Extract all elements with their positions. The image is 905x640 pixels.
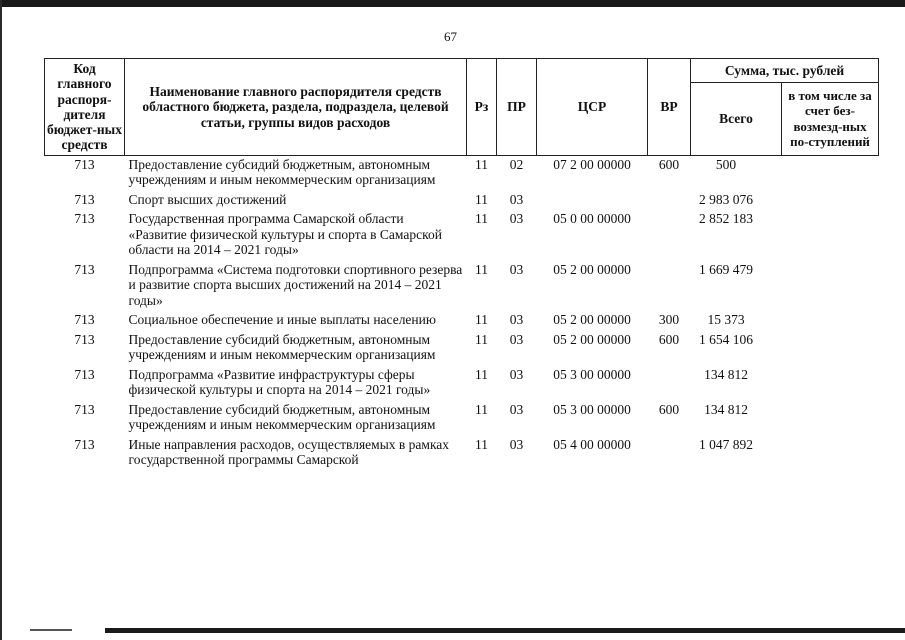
cell-total: 500 — [715, 156, 737, 172]
cell-rz: 11 — [475, 366, 488, 382]
table-row — [45, 308, 879, 328]
cell-free — [782, 207, 879, 258]
cell-name: Предоставление субсидий бюджетным, автономным учреждениям и иным некоммерческим организациям — [128, 331, 436, 363]
cell-name: Предоставление субсидий бюджетным, автономным учреждениям и иным некоммерческим организациям — [128, 156, 436, 188]
cell-vr — [648, 433, 691, 468]
cell-pr: 03 — [509, 436, 524, 452]
cell-csr: 07 2 00 00000 — [553, 156, 631, 172]
cell-pr: 02 — [509, 156, 524, 172]
cell-vr: 300 — [658, 312, 680, 328]
cell-csr: 05 3 00 00000 — [553, 401, 631, 417]
table-header — [45, 59, 879, 156]
scan-mark-bottom — [30, 629, 72, 631]
table-row — [45, 398, 879, 433]
cell-free — [782, 258, 879, 309]
cell-vr — [648, 207, 691, 258]
header-total: Всего — [691, 83, 782, 156]
table-row — [45, 363, 879, 398]
cell-pr: 03 — [509, 211, 524, 227]
cell-code: 713 — [74, 211, 95, 227]
cell-pr: 03 — [509, 366, 524, 382]
cell-rz: 11 — [475, 156, 488, 172]
header-pr: ПР — [497, 59, 537, 156]
cell-name: Социальное обеспечение и иные выплаты населению — [128, 312, 436, 328]
page-number: 67 — [444, 29, 457, 44]
cell-free — [782, 328, 879, 363]
cell-free — [782, 155, 879, 188]
header-csr: ЦСР — [537, 59, 648, 156]
cell-csr: 05 4 00 00000 — [553, 436, 631, 452]
cell-rz: 11 — [475, 312, 488, 328]
scan-border-left — [0, 0, 2, 640]
cell-total: 1 654 106 — [699, 331, 753, 347]
cell-name: Иные направления расходов, осуществляемых в рамках государственной программы Самарской — [128, 436, 450, 468]
header-sum: Сумма, тыс. рублей — [691, 59, 879, 83]
cell-vr — [648, 363, 691, 398]
scan-border-bottom — [105, 628, 905, 633]
table-row — [45, 328, 879, 363]
cell-rz: 11 — [475, 191, 488, 207]
cell-csr: 05 0 00 00000 — [553, 211, 631, 227]
scan-border-top — [0, 0, 905, 7]
header-rz: Рз — [467, 59, 497, 156]
cell-total: 2 852 183 — [699, 211, 753, 227]
cell-vr: 600 — [658, 156, 680, 172]
cell-csr: 05 2 00 00000 — [553, 261, 631, 277]
cell-csr: 05 2 00 00000 — [553, 312, 631, 328]
cell-total: 1 047 892 — [699, 436, 753, 452]
cell-name: Подпрограмма «Развитие инфраструктуры сферы физической культуры и спорта на 2014 – 2021 годы» — [128, 366, 431, 398]
cell-total: 134 812 — [704, 366, 748, 382]
cell-code: 713 — [74, 331, 95, 347]
cell-vr — [648, 188, 691, 208]
cell-rz: 11 — [475, 261, 488, 277]
table-row — [45, 258, 879, 309]
cell-free — [782, 398, 879, 433]
cell-total: 134 812 — [704, 401, 748, 417]
cell-code: 713 — [74, 156, 95, 172]
cell-total: 2 983 076 — [699, 191, 753, 207]
cell-code: 713 — [74, 366, 95, 382]
cell-name: Государственная программа Самарской области «Развитие физической культуры и спорта в Самарской области на 2014 – 2021 годы» — [128, 211, 442, 258]
header-free: в том числе за счет без-возмезд-ных по-ступлений — [782, 83, 879, 156]
cell-free — [782, 188, 879, 208]
table-row — [45, 188, 879, 208]
cell-csr: 05 3 00 00000 — [553, 366, 631, 382]
cell-rz: 11 — [475, 436, 488, 452]
table-body — [45, 155, 879, 468]
cell-code: 713 — [74, 261, 95, 277]
cell-pr: 03 — [509, 191, 524, 207]
cell-free — [782, 363, 879, 398]
cell-code: 713 — [74, 401, 95, 417]
cell-name: Подпрограмма «Система подготовки спортивного резерва и развитие спорта высших достижений на 2014 – 2021 годы» — [128, 261, 463, 308]
cell-rz: 11 — [475, 211, 488, 227]
table-row — [45, 207, 879, 258]
cell-pr: 03 — [509, 401, 524, 417]
cell-csr: 05 2 00 00000 — [553, 331, 631, 347]
cell-pr: 03 — [509, 261, 524, 277]
cell-name: Спорт высших достижений — [128, 191, 287, 207]
cell-vr: 600 — [658, 401, 680, 417]
table-row — [45, 433, 879, 468]
table-row — [45, 155, 879, 188]
cell-pr: 03 — [509, 312, 524, 328]
cell-total: 1 669 479 — [699, 261, 753, 277]
budget-table — [44, 58, 879, 468]
cell-code: 713 — [74, 312, 95, 328]
cell-code: 713 — [74, 436, 95, 452]
cell-vr: 600 — [658, 331, 680, 347]
cell-free — [782, 308, 879, 328]
header-name: Наименование главного распорядителя средств областного бюджета, раздела, подраздела, целевой статьи, группы видов расходов — [125, 59, 467, 156]
cell-name: Предоставление субсидий бюджетным, автономным учреждениям и иным некоммерческим организациям — [128, 401, 436, 433]
cell-total: 15 373 — [707, 312, 745, 328]
header-vr: ВР — [648, 59, 691, 156]
cell-free — [782, 433, 879, 468]
cell-rz: 11 — [475, 401, 488, 417]
cell-csr — [537, 188, 648, 208]
cell-vr — [648, 258, 691, 309]
cell-rz: 11 — [475, 331, 488, 347]
cell-pr: 03 — [509, 331, 524, 347]
header-code: Код главного распоря-дителя бюджет-ных средств — [45, 59, 125, 156]
cell-code: 713 — [74, 191, 95, 207]
